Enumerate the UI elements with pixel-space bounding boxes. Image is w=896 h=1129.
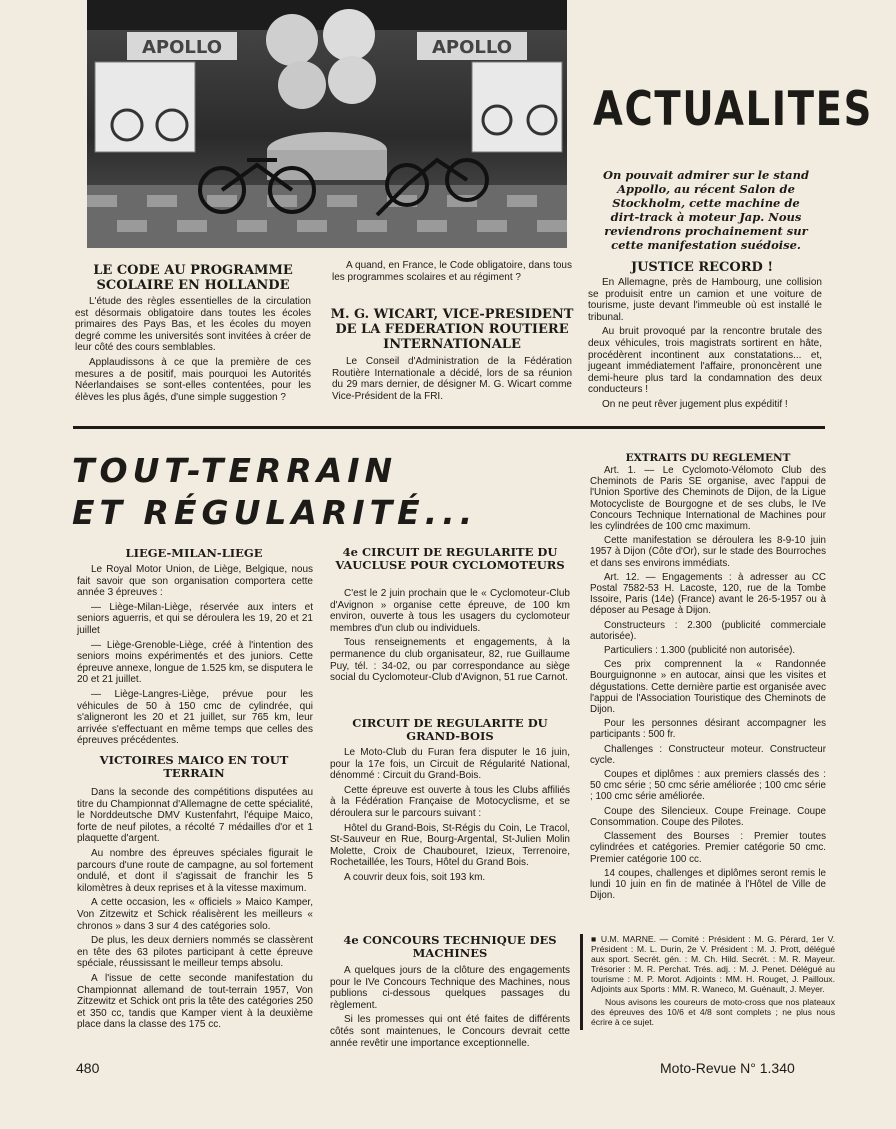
maico-article <box>77 787 313 1034</box>
marne-paragraph: ■ U.M. MARNE. — Comité : Président : M. G. Pérard, 1er V. Président : M. L. Durin, 2e V. Président : M. J. Prott, délégué aux sport. Secrét. gén. : M. Ch. Hild. Secrét. : M. R. Mayeur. Trésorier : M. R. Perchat. Trés. adj. : M. J. Penet. Délégué au tourisme : M. P. Morot. Adjoints : MM. H. Rouget, J. Pailloux. Adjoints aux Sports : MM. R. Waneco, M. Guénault, J. Meyer. <box>591 934 835 994</box>
apollo-sign-right: APOLLO <box>431 37 513 58</box>
headline-line: ET RÉGULARITÉ... <box>72 493 478 532</box>
wicart-article <box>332 356 572 405</box>
justice-paragraph: Au bruit provoqué par la rencontre brutale des deux véhicules, trois magistrats sortirent en hâte, procédèrent incontinent aux constatations... et, jugeant immédiatement l'affaire, prononcèrent une demi-heure plus tard la condamnation des deux conducteurs ! <box>588 326 822 396</box>
concours-article <box>330 965 570 1052</box>
reglement-paragraph: Art. 12. — Engagements : à adresser au CC Postal 7582-53 H. Lacoste, 120, rue de la Tombe Issoire, Paris (14e) (France) avant le 26-5-1957 ou à déposer au Pesage à Dijon. <box>590 571 826 617</box>
grandbois-heading: CIRCUIT DE REGULARITE DU GRAND-BOIS <box>352 716 548 743</box>
magazine-issue: Moto-Revue N° 1.340 <box>660 1060 795 1076</box>
code-continued <box>332 260 572 286</box>
code-paragraph: Applaudissons à ce que la première de ces mesures a de positif, mais pourquoi les Autorités Néerlandaises se sont-elles contentées, pour les élèves les plus âgés, d'une simple suggestion ? <box>75 356 311 403</box>
reglement-paragraph: Pour les personnes désirant accompagner les participants : 500 fr. <box>590 718 826 741</box>
reglement-paragraph: Art. 1. — Le Cyclomoto-Vélomoto Club des Cheminots de Paris SE organise, avec l'appui de l'Union Sportive des Cheminots de Dijon, de la Ligue Motocycliste de Bourgogne et de ses clubs, le IVe Concours Technique International de Machines pour les cylindrées de 100 cmc maximum. <box>590 465 826 533</box>
maico-paragraph: De plus, les deux derniers nommés se classèrent en tête des 63 pilotes participant à cette épreuve spéciale, réussissant le meilleur temps absolu. <box>77 935 313 970</box>
marne-notice-box <box>580 934 835 1030</box>
grandbois-paragraph: A couvrir deux fois, soit 193 km. <box>344 871 486 883</box>
reglement-paragraph: Coupe des Silencieux. Coupe Freinage. Coupe Consommation. Coupe des Pilotes. <box>590 805 826 828</box>
maico-paragraph: A cette occasion, les « officiels » Maico Kamper, Von Zitzewitz et Schick réalisèrent les meilleurs « chronos » dans 3 sur 4 des catégories solo. <box>77 897 313 932</box>
main-headline <box>72 450 492 534</box>
liege-paragraph: — Liège-Grenoble-Liège, créé à l'intention des seniors moins expérimentés et des juniors. Cette épreuve annexe, longue de 1.525 km, se disputera le 20 et 21 juillet. <box>77 639 313 686</box>
vaucluse-heading: 4e CIRCUIT DE REGULARITE DU VAUCLUSE POUR CYCLOMOTEURS <box>335 545 565 572</box>
vaucluse-article <box>330 588 570 687</box>
code-heading: LE CODE AU PROGRAMME SCOLAIRE EN HOLLANDE <box>93 263 293 293</box>
grandbois-article <box>330 747 570 887</box>
wicart-paragraph: Le Conseil d'Administration de la Fédération Routière Internationale a décidé, lors de sa réunion du 29 mars dernier, de désigner M. G. Wicart comme Vice-Président de la FRI. <box>332 356 572 402</box>
grandbois-paragraph: Hôtel du Grand-Bois, St-Régis du Coin, Le Tracol, St-Sauveur en Rue, Bourg-Argental, St-Julien Molin Molette, Croix de Chaubouret, Izieux, Terrenoire, Rochetaillée, les Tours, Hôtel du Grand Bois. <box>330 822 570 869</box>
reglement-paragraph: Coupes et diplômes : aux premiers classés des : 50 cmc série ; 50 cmc série améliorée ; 100 cmc série ; 100 cmc série améliorée. <box>590 769 826 803</box>
photo-caption: On pouvait admirer sur le stand Appollo, au récent Salon de Stockholm, cette machine de dirt-track à moteur Jap. Nous reviendrons prochainement sur cette manifestation suédoise. <box>603 168 809 252</box>
reglement-paragraph: 14 coupes, challenges et diplômes seront remis le lundi 10 juin en fin de matinée à l'Hôtel de Ville de Dijon. <box>590 867 826 902</box>
liege-paragraph: Le Royal Motor Union, de Liège, Belgique, nous fait savoir que son organisation comportera cette année 3 épreuves : <box>77 564 313 599</box>
code-paragraph: L'étude des règles essentielles de la circulation est désormais obligatoire dans toutes les écoles primaires des Pays Bas, et les écoles du moyen degré comme les universités sont invitées à créer de leur côté des cours semblables. <box>75 296 311 354</box>
marne-paragraph: Nous avisons les coureurs de moto-cross que nos plateaux des épreuves des 10/6 et 4/8 sont complets ; ne plus nous écrire à ce sujet. <box>591 997 835 1027</box>
concours-heading: 4e CONCOURS TECHNIQUE DES MACHINES <box>343 933 557 960</box>
wicart-heading: M. G. WICART, VICE-PRESIDENT DE LA FEDERATION ROUTIERE INTERNATIONALE <box>330 307 574 352</box>
reglement-article <box>590 465 826 904</box>
reglement-paragraph: Classement des Bourses : Premier toutes cylindrées et catégories. Premier catégorie 50 cmc. Premier catégorie 100 cc. <box>590 831 826 865</box>
vaucluse-paragraph: Tous renseignements et engagements, à la permanence du club organisateur, 82, rue Guillaume Puy, tél. : 34-02, ou par correspondance au siège social du Cyclomoteur-Club d'Avignon, 51 rue Carnot. <box>330 637 570 684</box>
reglement-paragraph: Constructeurs : 2.300 (publicité commerciale autorisée). <box>590 619 826 642</box>
liege-heading: LIEGE-MILAN-LIEGE <box>125 546 263 560</box>
reglement-paragraph: Cette manifestation se déroulera les 8-9-10 juin 1957 à Dijon (Côte d'Or), sur le stade des Bourroches et dans ses environs immédiats. <box>590 535 826 569</box>
apollo-sign-left: APOLLO <box>141 37 223 58</box>
justice-article <box>588 277 822 414</box>
vaucluse-paragraph: C'est le 2 juin prochain que le « Cyclomoteur-Club d'Avignon » organise cette épreuve, de 100 km environ, ouverte à tous les usagers du cyclomoteur membres d'un club ou individuels. <box>330 588 570 634</box>
code-paragraph: A quand, en France, le Code obligatoire, dans tous les programmes scolaires et au régiment ? <box>332 260 572 283</box>
concours-paragraph: A quelques jours de la clôture des engagements pour le IVe Concours Technique des Machines, nous publions ci-dessous quelques passages du règlement. <box>330 965 570 1011</box>
concours-paragraph: Si les promesses qui ont été faites de différents côtés sont maintenues, le Concours devrait cette année revêtir une importance exceptionnelle. <box>330 1014 570 1049</box>
reglement-heading: EXTRAITS DU REGLEMENT <box>625 452 791 464</box>
liege-paragraph: — Liège-Langres-Liège, prévue pour les véhicules de 50 à 150 cmc de cylindrée, qui s'aligneront les 20 et 21 juillet, sur 765 km, leur arrivée s'effectuant en même temps que celles des épreuves précédentes. <box>77 688 313 747</box>
code-article <box>75 296 311 406</box>
maico-paragraph: Dans la seconde des compétitions disputées au titre du Championnat d'Allemagne de cette spécialité, le Norddeutsche DMV Kustenfahrt, l'équipe Maico, forte de neuf pilotes, a récolté 7 médailles d'or et 1 plaquette d'argent. <box>77 787 313 845</box>
reglement-paragraph: Particuliers : 1.300 (publicité non autorisée). <box>604 645 796 657</box>
page-number: 480 <box>76 1060 100 1076</box>
maico-heading: VICTOIRES MAICO EN TOUT TERRAIN <box>99 753 289 780</box>
reglement-paragraph: Challenges : Constructeur moteur. Constructeur cycle. <box>590 743 826 766</box>
section-divider <box>73 426 825 429</box>
grandbois-paragraph: Cette épreuve est ouverte à tous les Clubs affiliés à la Fédération Française de Motocyclisme, et se déroulera sur le parcours suivant : <box>330 784 570 819</box>
justice-heading: JUSTICE RECORD ! <box>630 260 774 275</box>
reglement-paragraph: Ces prix comprennent la « Randonnée Bourguignonne » en autocar, ainsi que les visites et dégustations. Cette dernière partie est organisée avec l'appui de l'Association Touristique des Cheminots de Dijon. <box>590 659 826 716</box>
page-title: ACTUALITES <box>593 82 874 137</box>
salon-photo <box>87 0 567 248</box>
liege-article <box>77 564 313 750</box>
justice-paragraph: On ne peut rêver jugement plus expéditif ! <box>602 398 788 410</box>
justice-paragraph: En Allemagne, près de Hambourg, une collision se produisit entre un camion et une voiture de tourisme, juste devant l'immeuble où est installé le tribunal. <box>588 277 822 323</box>
maico-paragraph: A l'issue de cette seconde manifestation du Championnat allemand de tout-terrain 1957, Von Zitzewitz et Schick ont pris la tête des catégories 250 et 350 cc, tandis que Kamper vient à la deuxième place dans la classe des 175 cc. <box>77 972 313 1031</box>
headline-line: TOUT-TERRAIN <box>72 451 398 490</box>
grandbois-paragraph: Le Moto-Club du Furan fera disputer le 16 juin, pour la 17e fois, un Circuit de Régularité National, dénommé : Circuit du Grand-Bois. <box>330 747 570 782</box>
maico-paragraph: Au nombre des épreuves spéciales figurait le parcours d'une route de campagne, au sol fortement ondulé, et dont il s'agissait de franchir les 5 kilomètres à deux reprises et à la vitesse maximum. <box>77 847 313 894</box>
liege-paragraph: — Liège-Milan-Liège, réservée aux inters et seniors aguerris, et qui se déroulera les 19, 20 et 21 juillet <box>77 601 313 636</box>
